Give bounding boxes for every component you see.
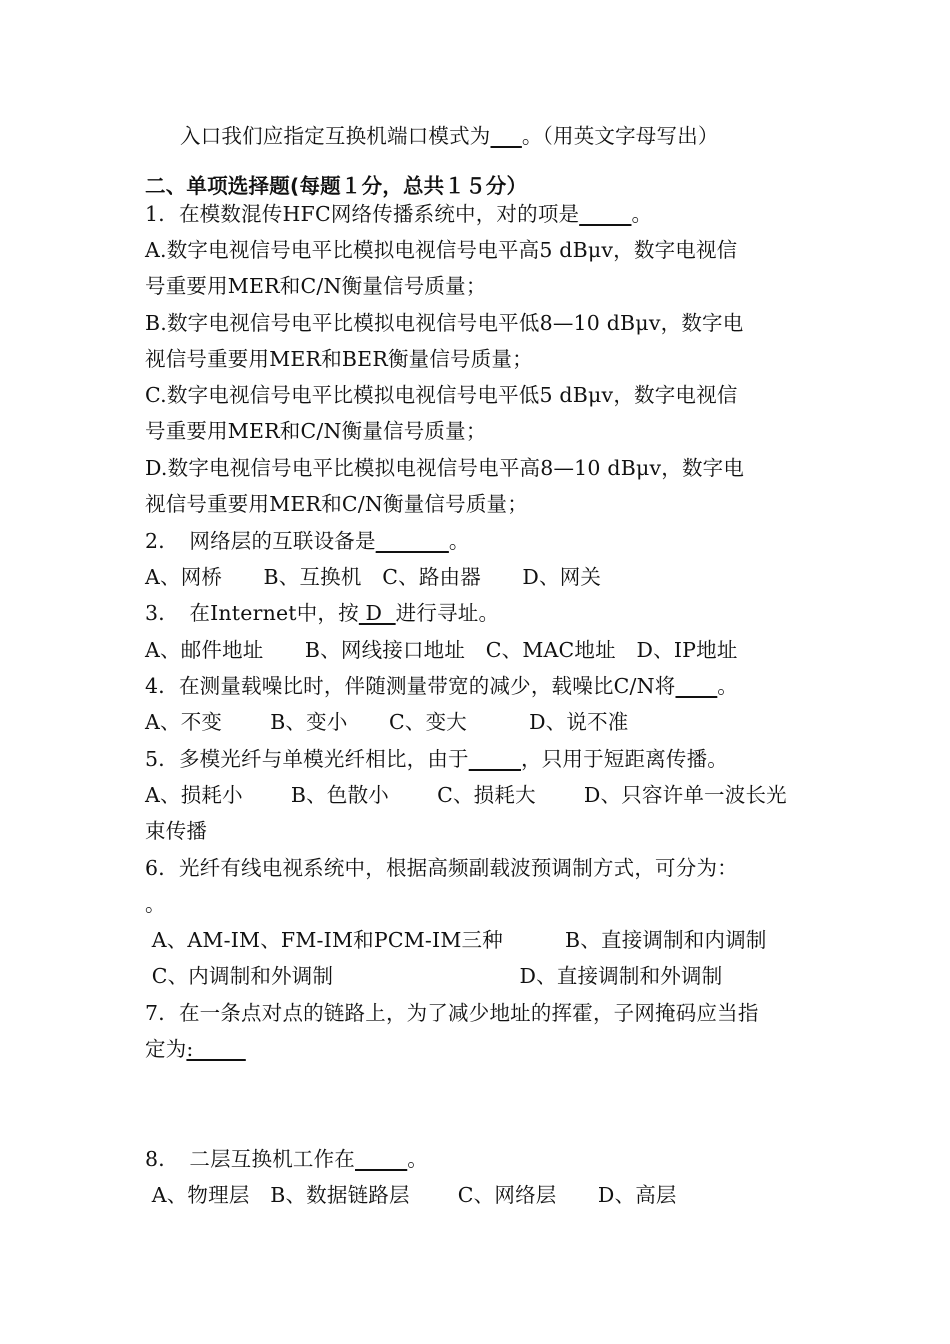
question-5 xyxy=(145,746,728,772)
question-6: 6．光纤有线电视系统中，根据高频副载波预调制方式，可分为： xyxy=(145,856,738,880)
question-text: 5．多模光纤与单模光纤相比，由于 xyxy=(145,747,469,771)
q1-option-a: A.数字电视信号电平比模拟电视信号电平高5 dBμv，数字电视信 xyxy=(145,238,738,262)
q8-options: A、物理层 B、数据链路层 C、网络层 D、高层 xyxy=(145,1183,677,1207)
q3-options: A、邮件地址 B、网线接口地址 C、MAC地址 D、IP地址 xyxy=(145,638,738,662)
question-2 xyxy=(145,528,470,554)
line-port-mode-question xyxy=(180,123,719,149)
question-text: 8． 二层互换机工作在 xyxy=(145,1147,355,1171)
q6-options-cd: C、内调制和外调制 D、直接调制和外调制 xyxy=(145,964,723,988)
question-text: 。 xyxy=(407,1147,428,1171)
answer-blank: ____ xyxy=(675,674,718,698)
answer-blank: :_____ xyxy=(186,1037,246,1061)
q5-options: A、损耗小 B、色散小 C、损耗大 D、只容许单一波长光 xyxy=(145,783,787,807)
question-text: 2． 网络层的互联设备是 xyxy=(145,529,376,553)
q1-option-a-cont: 号重要用MER和C/N衡量信号质量； xyxy=(145,274,487,298)
question-1 xyxy=(145,201,652,227)
answer-blank: ___ xyxy=(490,124,522,148)
question-text: ，只用于短距离传播。 xyxy=(521,747,728,771)
question-text: 1．在模数混传HFC网络传播系统中，对的项是 xyxy=(145,202,580,226)
question-7-cont xyxy=(145,1036,246,1062)
question-7: 7．在一条点对点的链路上，为了减少地址的挥霍，子网掩码应当指 xyxy=(145,1001,759,1025)
question-text: 。 xyxy=(448,529,470,553)
question-3 xyxy=(145,600,499,626)
q1-option-d: D.数字电视信号电平比模拟电视信号电平高8—10 dBμv，数字电 xyxy=(145,456,745,480)
q6-options-ab: A、AM-IM、FM-IM和PCM-IM三种 B、直接调制和内调制 xyxy=(145,928,767,952)
q1-option-b-cont: 视信号重要用MER和BER衡量信号质量； xyxy=(145,347,533,371)
answer-blank: _____ xyxy=(355,1147,408,1171)
answer-blank: _____ xyxy=(579,202,632,226)
question-text: 进行寻址。 xyxy=(395,601,500,625)
q5-options-cont: 束传播 xyxy=(145,819,208,843)
question-4 xyxy=(145,673,738,699)
answer-blank: D xyxy=(358,601,396,625)
question-text: 4．在测量载噪比时，伴随测量带宽的减少，载噪比C/N将 xyxy=(145,674,676,698)
question-text: 。 xyxy=(631,202,653,226)
question-6-cont: 。 xyxy=(145,892,166,916)
q1-option-c: C.数字电视信号电平比模拟电视信号电平低5 dBμv，数字电视信 xyxy=(145,383,738,407)
q1-option-d-cont: 视信号重要用MER和C/N衡量信号质量； xyxy=(145,492,528,516)
q2-options: A、网桥 B、互换机 C、路由器 D、网关 xyxy=(145,565,602,589)
section-heading: 二、单项选择题(每题１分，总共１５分） xyxy=(145,174,528,198)
q1-option-c-cont: 号重要用MER和C/N衡量信号质量； xyxy=(145,419,487,443)
question-text: 。（用英文字母写出） xyxy=(521,124,719,148)
q1-option-b: B.数字电视信号电平比模拟电视信号电平低8—10 dBμv，数字电 xyxy=(145,311,744,335)
question-text: 定为 xyxy=(145,1037,187,1061)
question-text: 入口我们应指定互换机端口模式为 xyxy=(180,124,491,148)
question-8 xyxy=(145,1146,428,1172)
answer-blank: _______ xyxy=(375,529,449,553)
question-text: 3． 在Internet中，按 xyxy=(145,601,359,625)
question-text: 。 xyxy=(717,674,738,698)
answer-blank: _____ xyxy=(468,747,521,771)
q4-options: A、不变 B、变小 C、变大 D、说不准 xyxy=(145,710,629,734)
